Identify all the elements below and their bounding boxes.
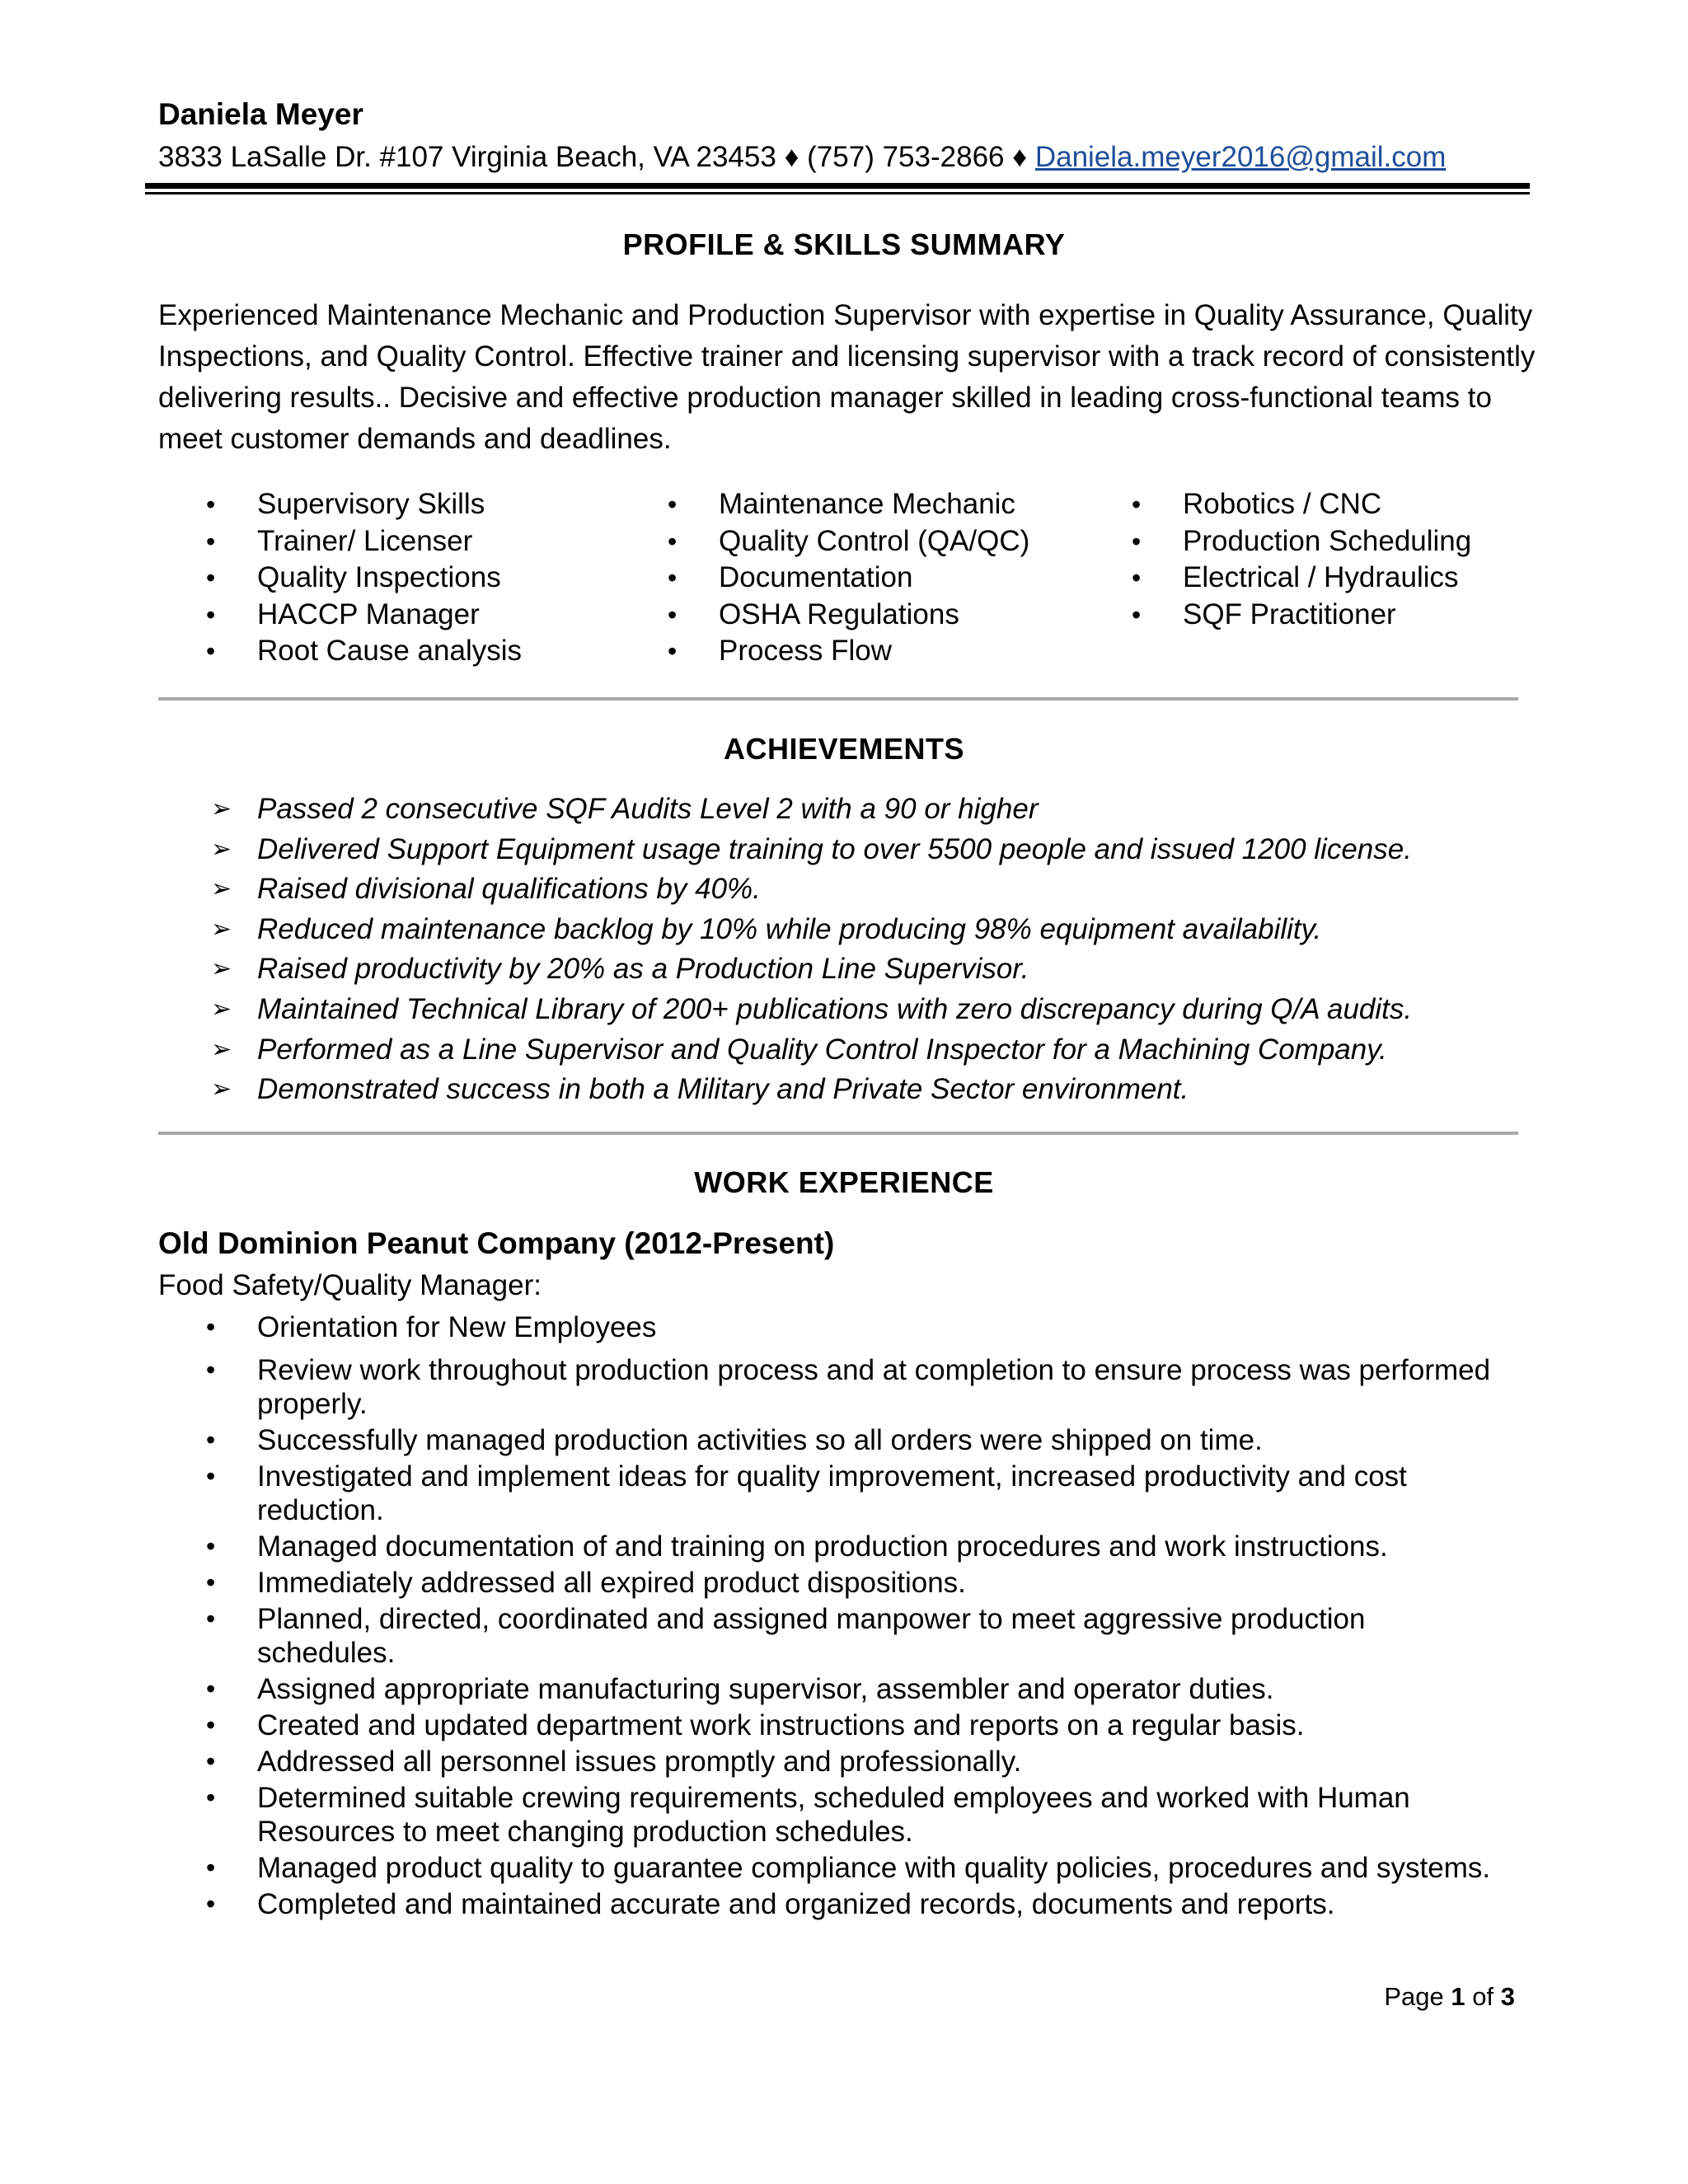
achievement-item: ➢ Raised divisional qualifications by 40%. (158, 869, 1412, 910)
profile-section-title: PROFILE & SKILLS SUMMARY (622, 227, 1066, 261)
skill-item: • Root Cause analysis (158, 633, 522, 670)
duty-item: • Managed documentation of and training on production procedures and work instructions. (158, 1530, 1493, 1563)
achievement-item: ➢ Passed 2 consecutive SQF Audits Level 2 with a 90 or higher (158, 790, 1412, 830)
page-total: 3 (1500, 1982, 1515, 2011)
achievement-item: ➢ Demonstrated success in both a Military and Private Sector environment. (158, 1070, 1412, 1110)
applicant-name: Daniela Meyer (158, 97, 363, 131)
skill-item: • Quality Inspections (158, 560, 522, 597)
skill-item: • HACCP Manager (158, 597, 522, 634)
skill-item: • Process Flow (620, 633, 1029, 670)
company-name: Old Dominion Peanut Company (2012-Present) (158, 1226, 835, 1260)
skill-item: • Maintenance Mechanic (620, 486, 1029, 523)
duty-item: • Orientation for New Employees (158, 1310, 1493, 1344)
page-label: Page (1384, 1982, 1444, 2011)
job-duties-list (158, 1310, 1493, 1924)
skill-item: • Electrical / Hydraulics (1084, 560, 1471, 597)
duty-item: • Investigated and implement ideas for quality improvement, increased productivity and cost reduction. (158, 1460, 1493, 1527)
page-number-footer (1384, 1982, 1515, 2012)
duty-item: • Assigned appropriate manufacturing supervisor, assembler and operator duties. (158, 1672, 1493, 1706)
header-rule-thick (145, 183, 1530, 189)
duty-item: • Completed and maintained accurate and organized records, documents and reports. (158, 1887, 1493, 1921)
achievement-item: ➢ Delivered Support Equipment usage training to over 5500 people and issued 1200 license. (158, 830, 1412, 870)
work-section-title: WORK EXPERIENCE (694, 1165, 994, 1199)
skill-item: • Robotics / CNC (1084, 486, 1471, 523)
page-current: 1 (1451, 1982, 1465, 2011)
duty-item: • Addressed all personnel issues promptly and professionally. (158, 1745, 1493, 1779)
duty-item: • Planned, directed, coordinated and assigned manpower to meet aggressive production schedules. (158, 1602, 1493, 1670)
skills-column-3 (1084, 486, 1471, 633)
duty-item: • Determined suitable crewing requirements, scheduled employees and worked with Human Resources to meet changing production schedules. (158, 1781, 1493, 1849)
skill-item: • Quality Control (QA/QC) (620, 523, 1029, 560)
skill-item: • SQF Practitioner (1084, 597, 1471, 634)
phone: (757) 753-2866 (807, 141, 1005, 173)
separator-diamond-icon: ♦ (784, 141, 799, 173)
skill-item: • OSHA Regulations (620, 597, 1029, 634)
achievement-item: ➢ Performed as a Line Supervisor and Quality Control Inspector for a Machining Company. (158, 1030, 1412, 1071)
skill-item: • Documentation (620, 560, 1029, 597)
achievement-item: ➢ Maintained Technical Library of 200+ publications with zero discrepancy during Q/A audits. (158, 990, 1412, 1030)
duty-item: • Managed product quality to guarantee compliance with quality policies, procedures and systems. (158, 1851, 1493, 1885)
achievement-item: ➢ Raised productivity by 20% as a Production Line Supervisor. (158, 949, 1412, 990)
skill-item: • Trainer/ Licenser (158, 523, 522, 560)
skill-item: • Supervisory Skills (158, 486, 522, 523)
duty-item: • Immediately addressed all expired product dispositions. (158, 1566, 1493, 1600)
address: 3833 LaSalle Dr. #107 Virginia Beach, VA 23453 (158, 141, 776, 173)
duty-item: • Successfully managed production activities so all orders were shipped on time. (158, 1423, 1493, 1457)
skills-column-2 (620, 486, 1029, 670)
duty-item: • Review work throughout production process and at completion to ensure process was performed properly. (158, 1353, 1493, 1421)
contact-line (158, 141, 1446, 174)
skill-item: • Production Scheduling (1084, 523, 1471, 560)
section-divider (158, 1132, 1518, 1135)
profile-summary: Experienced Maintenance Mechanic and Production Supervisor with expertise in Quality Assurance, Quality Inspections, and Quality Control. Effective trainer and licensing supervisor with a track record of consistently delivering results.. Decisive and effective production manager skilled in leading cross-functional teams to meet customer demands and deadlines. (158, 299, 1536, 455)
section-divider (158, 697, 1518, 701)
job-title: Food Safety/Quality Manager: (158, 1269, 542, 1301)
skills-column-1 (158, 486, 522, 670)
duty-item: • Created and updated department work instructions and reports on a regular basis. (158, 1708, 1493, 1742)
separator-diamond-icon: ♦ (1012, 141, 1028, 173)
achievement-item: ➢ Reduced maintenance backlog by 10% while producing 98% equipment availability. (158, 910, 1412, 950)
of-label: of (1472, 1982, 1494, 2011)
achievements-list (158, 790, 1412, 1110)
header-rule-thin (145, 192, 1530, 194)
achievements-section-title: ACHIEVEMENTS (723, 732, 965, 766)
email-link[interactable]: Daniela.meyer2016@gmail.com (1034, 141, 1447, 173)
